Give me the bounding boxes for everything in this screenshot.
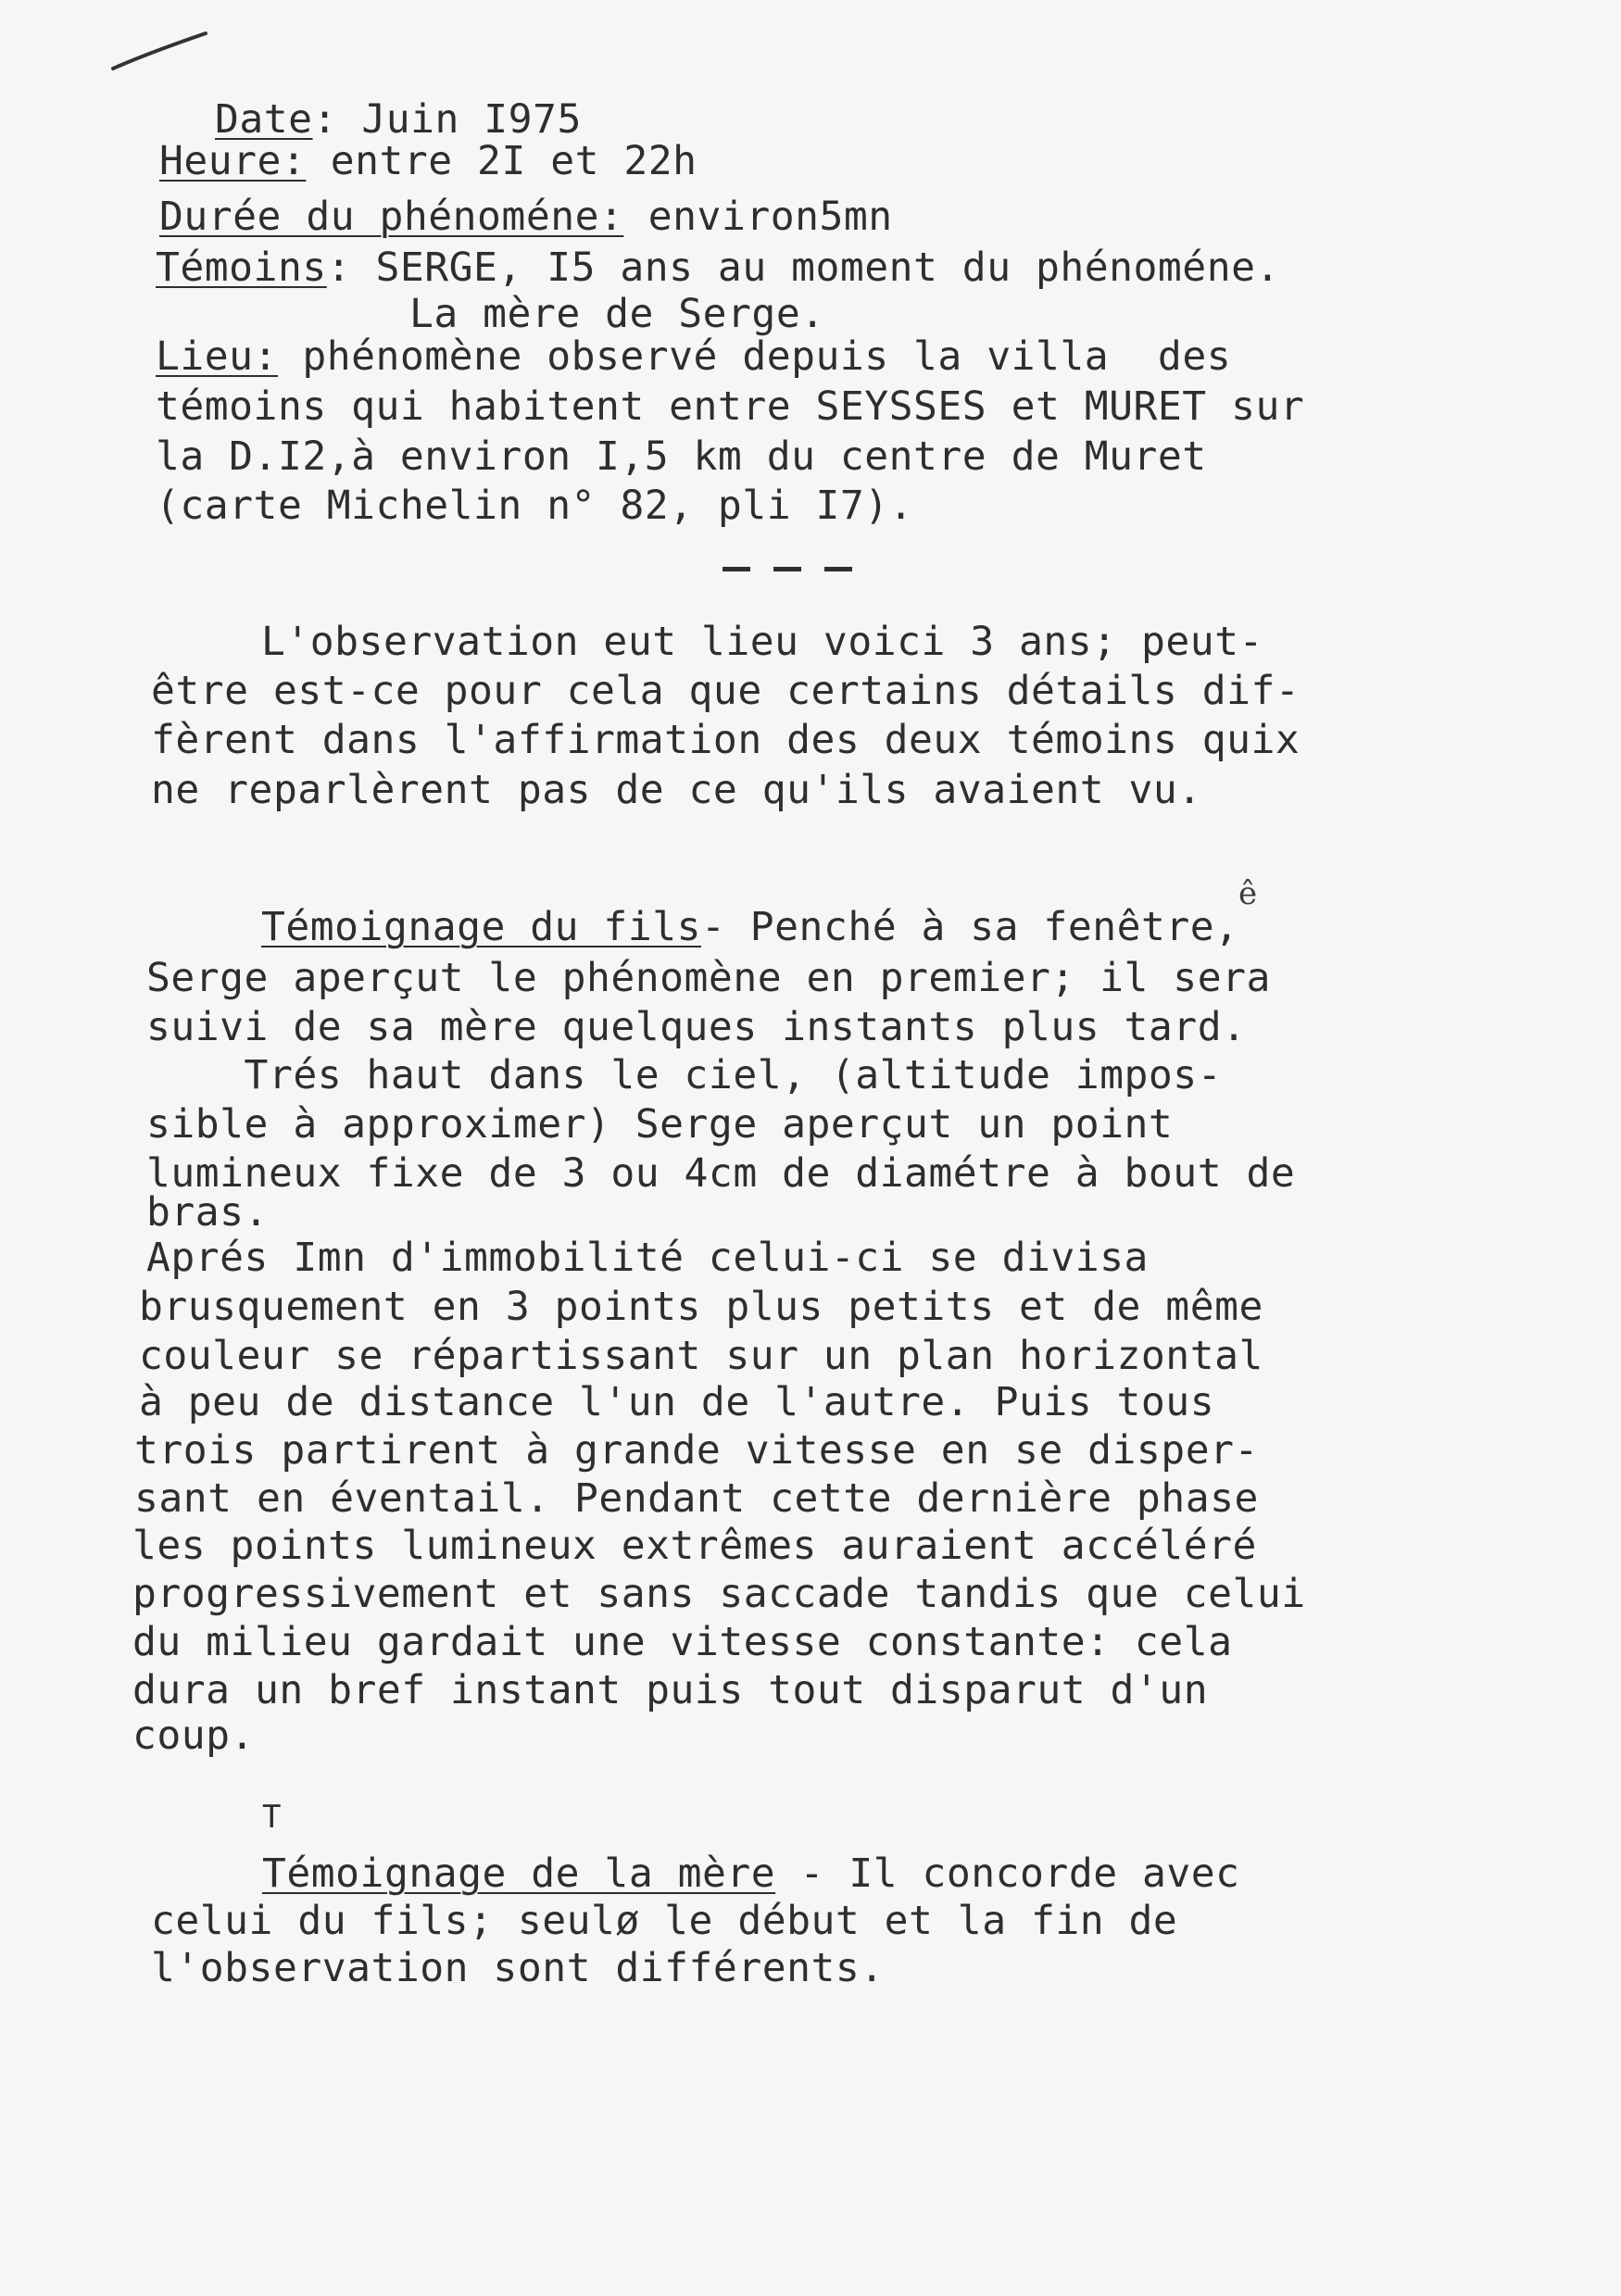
fils-line-16: dura un bref instant puis tout disparut d'un [132, 1667, 1209, 1713]
intro-line-3: fèrent dans l'affirmation des deux témoins quix [151, 717, 1301, 763]
mere-heading-line [262, 1851, 1240, 1897]
fils-line-11: trois partirent à grande vitesse en se disper- [134, 1427, 1259, 1474]
intro-line-2: être est-ce pour cela que certains détails dif- [151, 668, 1301, 714]
duree-label: Durée du phénoméne: [159, 194, 624, 240]
duree-line [159, 194, 893, 240]
fils-line-9: couleur se répartissant sur un plan horizontal [139, 1333, 1263, 1379]
mere-heading-rest: - Il concorde avec [775, 1851, 1240, 1897]
temoins-value: : SERGE, I5 ans au moment du phénoméne. [326, 245, 1280, 291]
temoins-line-2: La mère de Serge. [409, 291, 825, 337]
fils-line-15: du milieu gardait une vitesse constante: cela [132, 1619, 1233, 1665]
mere-line-1: celui du fils; seulø le début et la fin de [151, 1898, 1178, 1944]
heure-line [159, 138, 697, 184]
handwritten-accent-correction: ê [1238, 875, 1258, 912]
heure-label: Heure: [159, 138, 307, 184]
fils-line-13: les points lumineux extrêmes auraient accéléré [132, 1523, 1257, 1569]
duree-value: environ5mn [623, 194, 893, 240]
date-value: : Juin I975 [312, 96, 582, 143]
separator-dashes [723, 567, 871, 576]
fils-line-14: progressivement et sans saccade tandis que celui [132, 1571, 1306, 1617]
fils-line-6: bras. [146, 1189, 269, 1236]
fils-line-10: à peu de distance l'un de l'autre. Puis tous [139, 1379, 1215, 1425]
lieu-label: Lieu: [156, 333, 278, 380]
fils-heading: Témoignage du fils [261, 904, 701, 950]
lieu-line [156, 333, 1232, 380]
heure-value: entre 2I et 22h [306, 138, 697, 184]
fils-heading-rest: - Penché à sa fenêtre, [701, 904, 1239, 950]
lieu-line-2: témoins qui habitent entre SEYSSES et MURET sur [156, 383, 1305, 430]
intro-line-1: L'observation eut lieu voici 3 ans; peut- [261, 619, 1263, 665]
date-label: Date [215, 96, 313, 143]
date-line [215, 96, 582, 143]
fils-line-12: sant en éventail. Pendant cette dernière phase [134, 1475, 1259, 1522]
fils-line-3: Trés haut dans le ciel, (altitude impos- [146, 1052, 1223, 1098]
fils-line-8: brusquement en 3 points plus petits et de même [139, 1284, 1263, 1330]
fils-line-5: lumineux fixe de 3 ou 4cm de diamétre à bout de [146, 1150, 1296, 1197]
temoins-line [156, 245, 1280, 291]
mere-heading: Témoignage de la mère [262, 1851, 776, 1897]
intro-line-4: ne reparlèrent pas de ce qu'ils avaient vu. [151, 767, 1202, 813]
lieu-value: phénomène observé depuis la villa des [277, 333, 1232, 380]
fils-line-1: Serge aperçut le phénomène en premier; il sera [146, 955, 1271, 1001]
fils-line-7: Aprés Imn d'immobilité celui-ci se divisa [146, 1235, 1149, 1281]
mere-line-2: l'observation sont différents. [151, 1945, 885, 1991]
lieu-line-4: (carte Michelin n° 82, pli I7). [156, 483, 914, 529]
lieu-line-3: la D.I2,à environ I,5 km du centre de Muret [156, 433, 1207, 480]
temoins-label: Témoins [156, 245, 327, 291]
stray-typed-mark: T [262, 1799, 282, 1836]
fils-line-4: sible à approximer) Serge aperçut un point [146, 1101, 1174, 1148]
fils-line-2: suivi de sa mère quelques instants plus tard. [146, 1004, 1247, 1050]
fils-line-17: coup. [132, 1713, 255, 1759]
fils-heading-line [261, 904, 1239, 950]
